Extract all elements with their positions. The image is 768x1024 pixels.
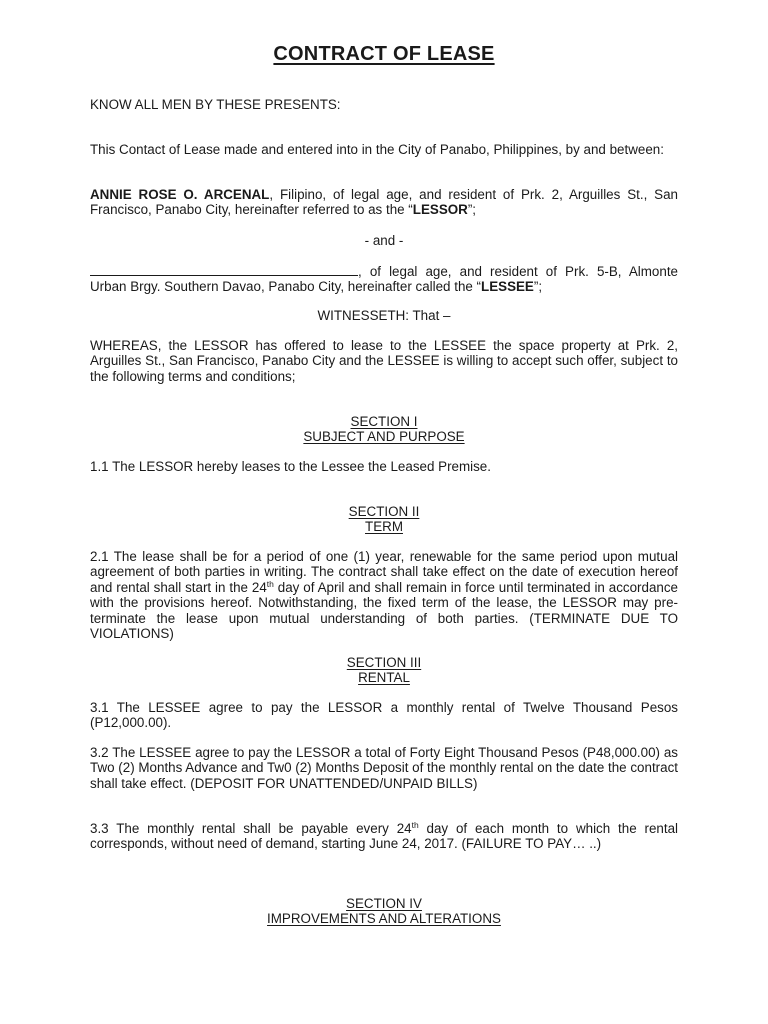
lessee-role: LESSEE: [481, 279, 534, 295]
intro-line: KNOW ALL MEN BY THESE PRESENTS:: [90, 97, 341, 112]
clause-1-1: 1.1 The LESSOR hereby leases to the Lessee the Leased Premise.: [90, 459, 491, 474]
and-separator: - and -: [364, 233, 404, 248]
preamble-paragraph: This Contact of Lease made and entered into in the City of Panabo, Philippines, by and between:: [90, 142, 664, 157]
section-2-number: SECTION II: [348, 504, 420, 519]
lessor-paragraph: [90, 187, 678, 218]
section-1-heading: SUBJECT AND PURPOSE: [303, 429, 465, 444]
section-4-heading: IMPROVEMENTS AND ALTERATIONS: [267, 911, 501, 926]
lessee-end: ”;: [533, 279, 543, 295]
lessor-description: , Filipino, of legal age, and resident of Prk. 2, Arguilles St., San Francisco, Panabo City, hereinafter referred to as the “: [90, 187, 679, 218]
lessee-name-blank[interactable]: [90, 263, 358, 276]
section-3-heading: RENTAL: [358, 670, 410, 685]
lessor-name: ANNIE ROSE O. ARCENAL: [90, 187, 270, 202]
section-4-number: SECTION IV: [346, 896, 422, 911]
lessee-description: , of legal age, and resident of Prk. 5-B, Almonte Urban Brgy. Southern Davao, Panabo City, hereinafter called the “: [90, 264, 678, 295]
clause-2-1: 2.1 The lease shall be for a period of one (1) year, renewable for the same period upon mutual agreement of both parties in writing. The contract shall take effect on the date of execution hereof and rental shall start in the 24th day of April and shall remain in force until terminated in accordance with the provisions hereof. Notwithstanding, the fixed term of the lease, the LESSOR may pre-terminate the lease upon mutual understanding of both parties. (TERMINATE DUE TO VIOLATIONS): [90, 549, 678, 642]
clause-3-1: 3.1 The LESSEE agree to pay the LESSOR a monthly rental of Twelve Thousand Pesos (P12,000.00).: [90, 700, 678, 731]
whereas-paragraph: WHEREAS, the LESSOR has offered to lease to the LESSEE the space property at Prk. 2, Arguilles St., San Francisco, Panabo City and the LESSEE is willing to accept such offer, subject to the following terms and conditions;: [90, 338, 678, 384]
section-3-number: SECTION III: [346, 655, 422, 670]
section-1-number: SECTION I: [350, 414, 418, 429]
lessor-end: ”;: [467, 202, 477, 218]
witnesseth-line: WITNESSETH: That –: [317, 308, 451, 323]
lessor-role: LESSOR: [412, 202, 468, 218]
section-2-heading: TERM: [365, 519, 403, 534]
clause-3-2: 3.2 The LESSEE agree to pay the LESSOR a total of Forty Eight Thousand Pesos (P48,000.00) as Two (2) Months Advance and Tw0 (2) Months Deposit of the monthly rental on the date the contract shall take effect. (DEPOSIT FOR UNATTENDED/UNPAID BILLS): [90, 745, 678, 791]
document-title: CONTRACT OF LEASE: [273, 43, 495, 65]
lessee-paragraph: [90, 263, 678, 295]
clause-3-3: 3.3 The monthly rental shall be payable every 24th day of each month to which the rental corresponds, without need of demand, starting June 24, 2017. (FAILURE TO PAY… ..): [90, 820, 678, 852]
